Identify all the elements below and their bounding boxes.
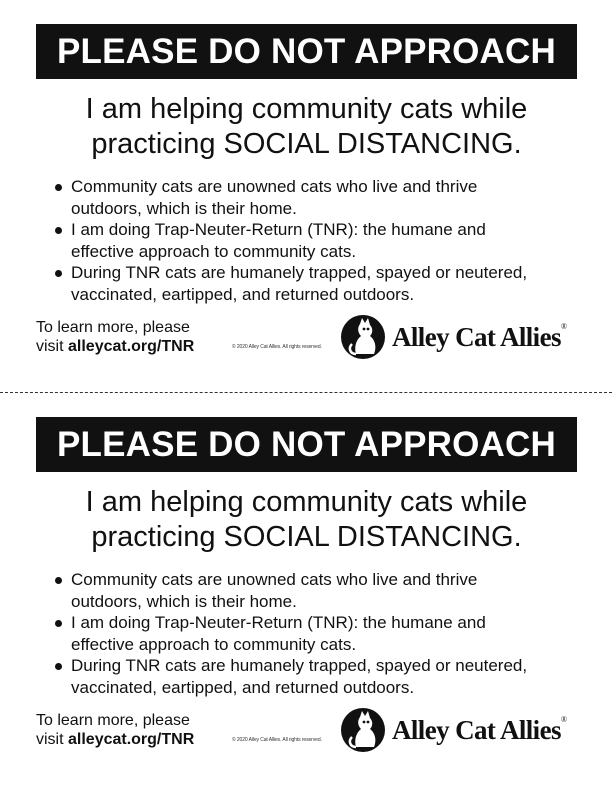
logo-wordmark [392,322,566,353]
list-item-line: I am doing Trap-Neuter-Return (TNR): the humane and [71,613,486,632]
logo-wordmark [392,715,566,746]
copyright-notice: © 2020 Alley Cat Allies. All rights reserved. [232,737,322,743]
list-item-line: vaccinated, eartipped, and returned outdoors. [71,677,415,697]
info-list [52,569,572,698]
learn-more [36,318,194,356]
headline [36,92,577,162]
learn-more-url: alleycat.org/TNR [68,338,195,355]
learn-more-line-2 [36,337,194,356]
list-item [52,219,572,262]
learn-more-url: alleycat.org/TNR [68,731,195,748]
headline-line-1: I am helping community cats while [85,93,528,125]
learn-more-line-2 [36,730,194,749]
learn-more [36,711,194,749]
learn-more-line-1: To learn more, please [36,319,190,336]
list-item-line: outdoors, which is their home. [71,591,297,611]
list-item [52,655,572,698]
headline-line-1: I am helping community cats while [85,486,528,518]
copyright-notice: © 2020 Alley Cat Allies. All rights reserved. [232,344,322,350]
headline-line-2: practicing SOCIAL DISTANCING. [91,128,522,160]
list-item [52,569,572,612]
list-item [52,262,572,305]
list-item-line: Community cats are unowned cats who live and thrive [71,570,478,589]
learn-more-prefix: visit [36,338,68,355]
logo-text: Alley Cat Allies [392,321,561,352]
headline [36,485,577,555]
info-list [52,176,572,305]
learn-more-prefix: visit [36,731,68,748]
flyer-card-bottom [0,393,612,786]
list-item [52,612,572,655]
list-item-line: I am doing Trap-Neuter-Return (TNR): the humane and [71,220,486,239]
list-item-line: During TNR cats are humanely trapped, spayed or neutered, [71,263,528,282]
list-item-line: effective approach to community cats. [71,634,357,654]
list-item [52,176,572,219]
logo-text: Alley Cat Allies [392,714,561,745]
cat-silhouette-icon [340,314,386,360]
list-item-line: effective approach to community cats. [71,241,357,261]
warning-banner: PLEASE DO NOT APPROACH [36,24,577,79]
warning-banner: PLEASE DO NOT APPROACH [36,417,577,472]
headline-line-2: practicing SOCIAL DISTANCING. [91,521,522,553]
list-item-line: outdoors, which is their home. [71,198,297,218]
list-item-line: Community cats are unowned cats who live and thrive [71,177,478,196]
alley-cat-allies-logo [340,313,580,361]
flyer-card-top [0,0,612,393]
registered-mark: ® [560,714,567,724]
list-item-line: vaccinated, eartipped, and returned outdoors. [71,284,415,304]
list-item-line: During TNR cats are humanely trapped, spayed or neutered, [71,656,528,675]
cat-silhouette-icon [340,707,386,753]
registered-mark: ® [560,321,567,331]
alley-cat-allies-logo [340,706,580,754]
learn-more-line-1: To learn more, please [36,712,190,729]
